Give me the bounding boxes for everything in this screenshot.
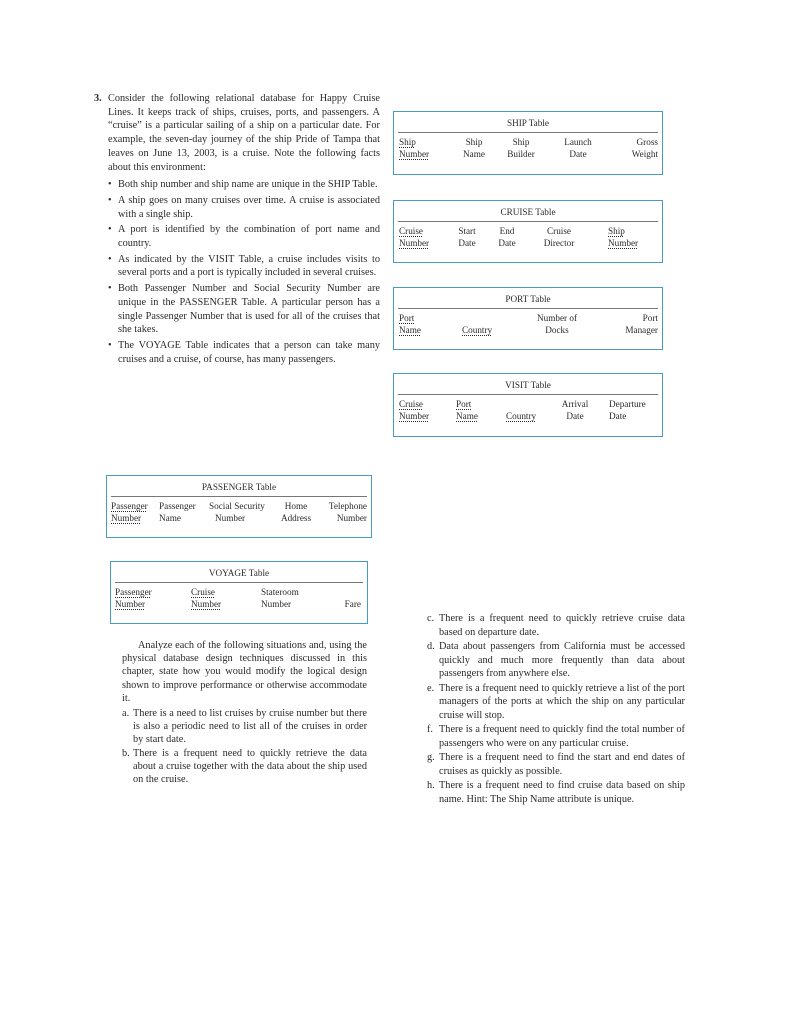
table-column: Port Name xyxy=(456,399,478,421)
table-column: Port Manager xyxy=(625,313,658,335)
visit-table xyxy=(393,373,663,437)
table-rule xyxy=(398,394,658,395)
cruise-table xyxy=(393,200,663,263)
table-column: Social Security Number xyxy=(209,501,265,523)
table-column: Country xyxy=(462,325,493,335)
table-column: Ship Builder xyxy=(507,137,535,159)
analysis-section xyxy=(122,639,367,786)
situations-list-right xyxy=(427,612,685,807)
situation-item: b. There is a frequent need to quickly retrieve the data about a cruise together with the data about the ship used on the cruise. xyxy=(122,747,367,786)
table-column: Telephone Number xyxy=(328,501,367,523)
situation-item: a. There is a need to list cruises by cruise number but there is also a periodic need to list all of the cruises in order by start date. xyxy=(122,708,367,746)
table-column: Country xyxy=(506,411,537,421)
question-number: 3. xyxy=(94,93,102,104)
fact-item: • Both ship number and ship name are unique in the SHIP Table. xyxy=(108,178,380,192)
fact-item: • Both Passenger Number and Social Security Number are unique in the PASSENGER Table. A particular person has a single Passenger Number that is used for all of the cruises that she takes. xyxy=(108,282,380,337)
table-column: Passenger Number xyxy=(115,587,152,609)
situation-item: f. There is a frequent need to quickly find the total number of passengers who were on any particular cruise. xyxy=(427,724,685,749)
table-column: Cruise Number xyxy=(399,399,430,421)
table-rule xyxy=(111,496,367,497)
table-column: Ship Name xyxy=(463,137,485,159)
fact-item: • A ship goes on many cruises over time. A cruise is associated with a single ship. xyxy=(108,194,380,221)
table-column: Home Address xyxy=(280,501,312,523)
table-title: PORT Table xyxy=(505,294,551,304)
table-column: Port Name xyxy=(399,313,421,335)
table-column: Cruise Number xyxy=(399,226,430,248)
fact-item: • A port is identified by the combination of port name and country. xyxy=(108,223,380,250)
table-title: PASSENGER Table xyxy=(201,482,277,492)
situation-item: g. There is a frequent need to find the start and end dates of cruises as quickly as possible. xyxy=(427,752,685,777)
table-rule xyxy=(398,308,658,309)
table-column: Launch Date xyxy=(564,137,592,159)
situation-item: h. There is a frequent need to find cruise data based on ship name. Hint: The Ship Name attribute is unique. xyxy=(427,780,685,805)
intro-paragraph: Consider the following relational database for Happy Cruise Lines. It keeps track of ships, cruises, ports, and passengers. A “cruise” is a particular sailing of a ship on a particular date. For example, the seven-day journey of the ship Pride of Tampa that leaves on June 13, 2003, is a cruise. Note the following facts about this environment: xyxy=(108,93,380,173)
table-column: Gross Weight xyxy=(631,137,658,159)
table-rule xyxy=(398,132,658,133)
table-column: Passenger Number xyxy=(111,501,148,523)
facts-list xyxy=(108,178,380,366)
ship-table xyxy=(393,111,663,175)
table-column: Ship Number xyxy=(399,137,430,159)
table-column: Cruise Number xyxy=(191,587,222,609)
table-title: CRUISE Table xyxy=(500,207,556,217)
table-title: VISIT Table xyxy=(505,380,551,390)
table-column: Arrival Date xyxy=(561,399,589,421)
fact-item: • As indicated by the VISIT Table, a cruise includes visits to several ports and a port is typically included in several cruises. xyxy=(108,253,380,280)
passenger-table xyxy=(106,475,372,538)
table-title: SHIP Table xyxy=(507,118,549,128)
voyage-table xyxy=(110,561,368,624)
table-rule xyxy=(398,221,658,222)
situation-item: d. Data about passengers from California must be accessed quickly and much more frequently than data about passengers from anywhere else. xyxy=(427,641,685,679)
analysis-paragraph: Analyze each of the following situations and, using the physical database design techniques discussed in this chapter, state how you would modify the logical design shown to improve performance or otherwise accommodate it. xyxy=(122,640,367,704)
table-column: Number of Docks xyxy=(536,313,578,335)
table-column: Ship Number xyxy=(608,226,639,248)
table-column: Stateroom Number xyxy=(261,587,299,609)
port-table xyxy=(393,287,663,350)
table-column: Departure Date xyxy=(609,399,646,421)
situations-list-left xyxy=(122,707,367,786)
fact-item: • The VOYAGE Table indicates that a person can take many cruises and a cruise, of course, has many passengers. xyxy=(108,339,380,366)
table-rule xyxy=(115,582,363,583)
table-column: Fare xyxy=(344,599,361,609)
situation-item: c. There is a frequent need to quickly retrieve cruise data based on departure date. xyxy=(427,613,685,638)
table-column: End Date xyxy=(498,226,516,248)
table-title: VOYAGE Table xyxy=(208,568,270,578)
table-column: Cruise Director xyxy=(543,226,575,248)
table-column: Start Date xyxy=(458,226,476,248)
situation-item: e. There is a frequent need to quickly retrieve a list of the port managers of the ports at which the ship on any particular cruise will stop. xyxy=(427,682,685,721)
table-column: Passenger Name xyxy=(159,501,196,523)
question-intro xyxy=(94,92,380,368)
